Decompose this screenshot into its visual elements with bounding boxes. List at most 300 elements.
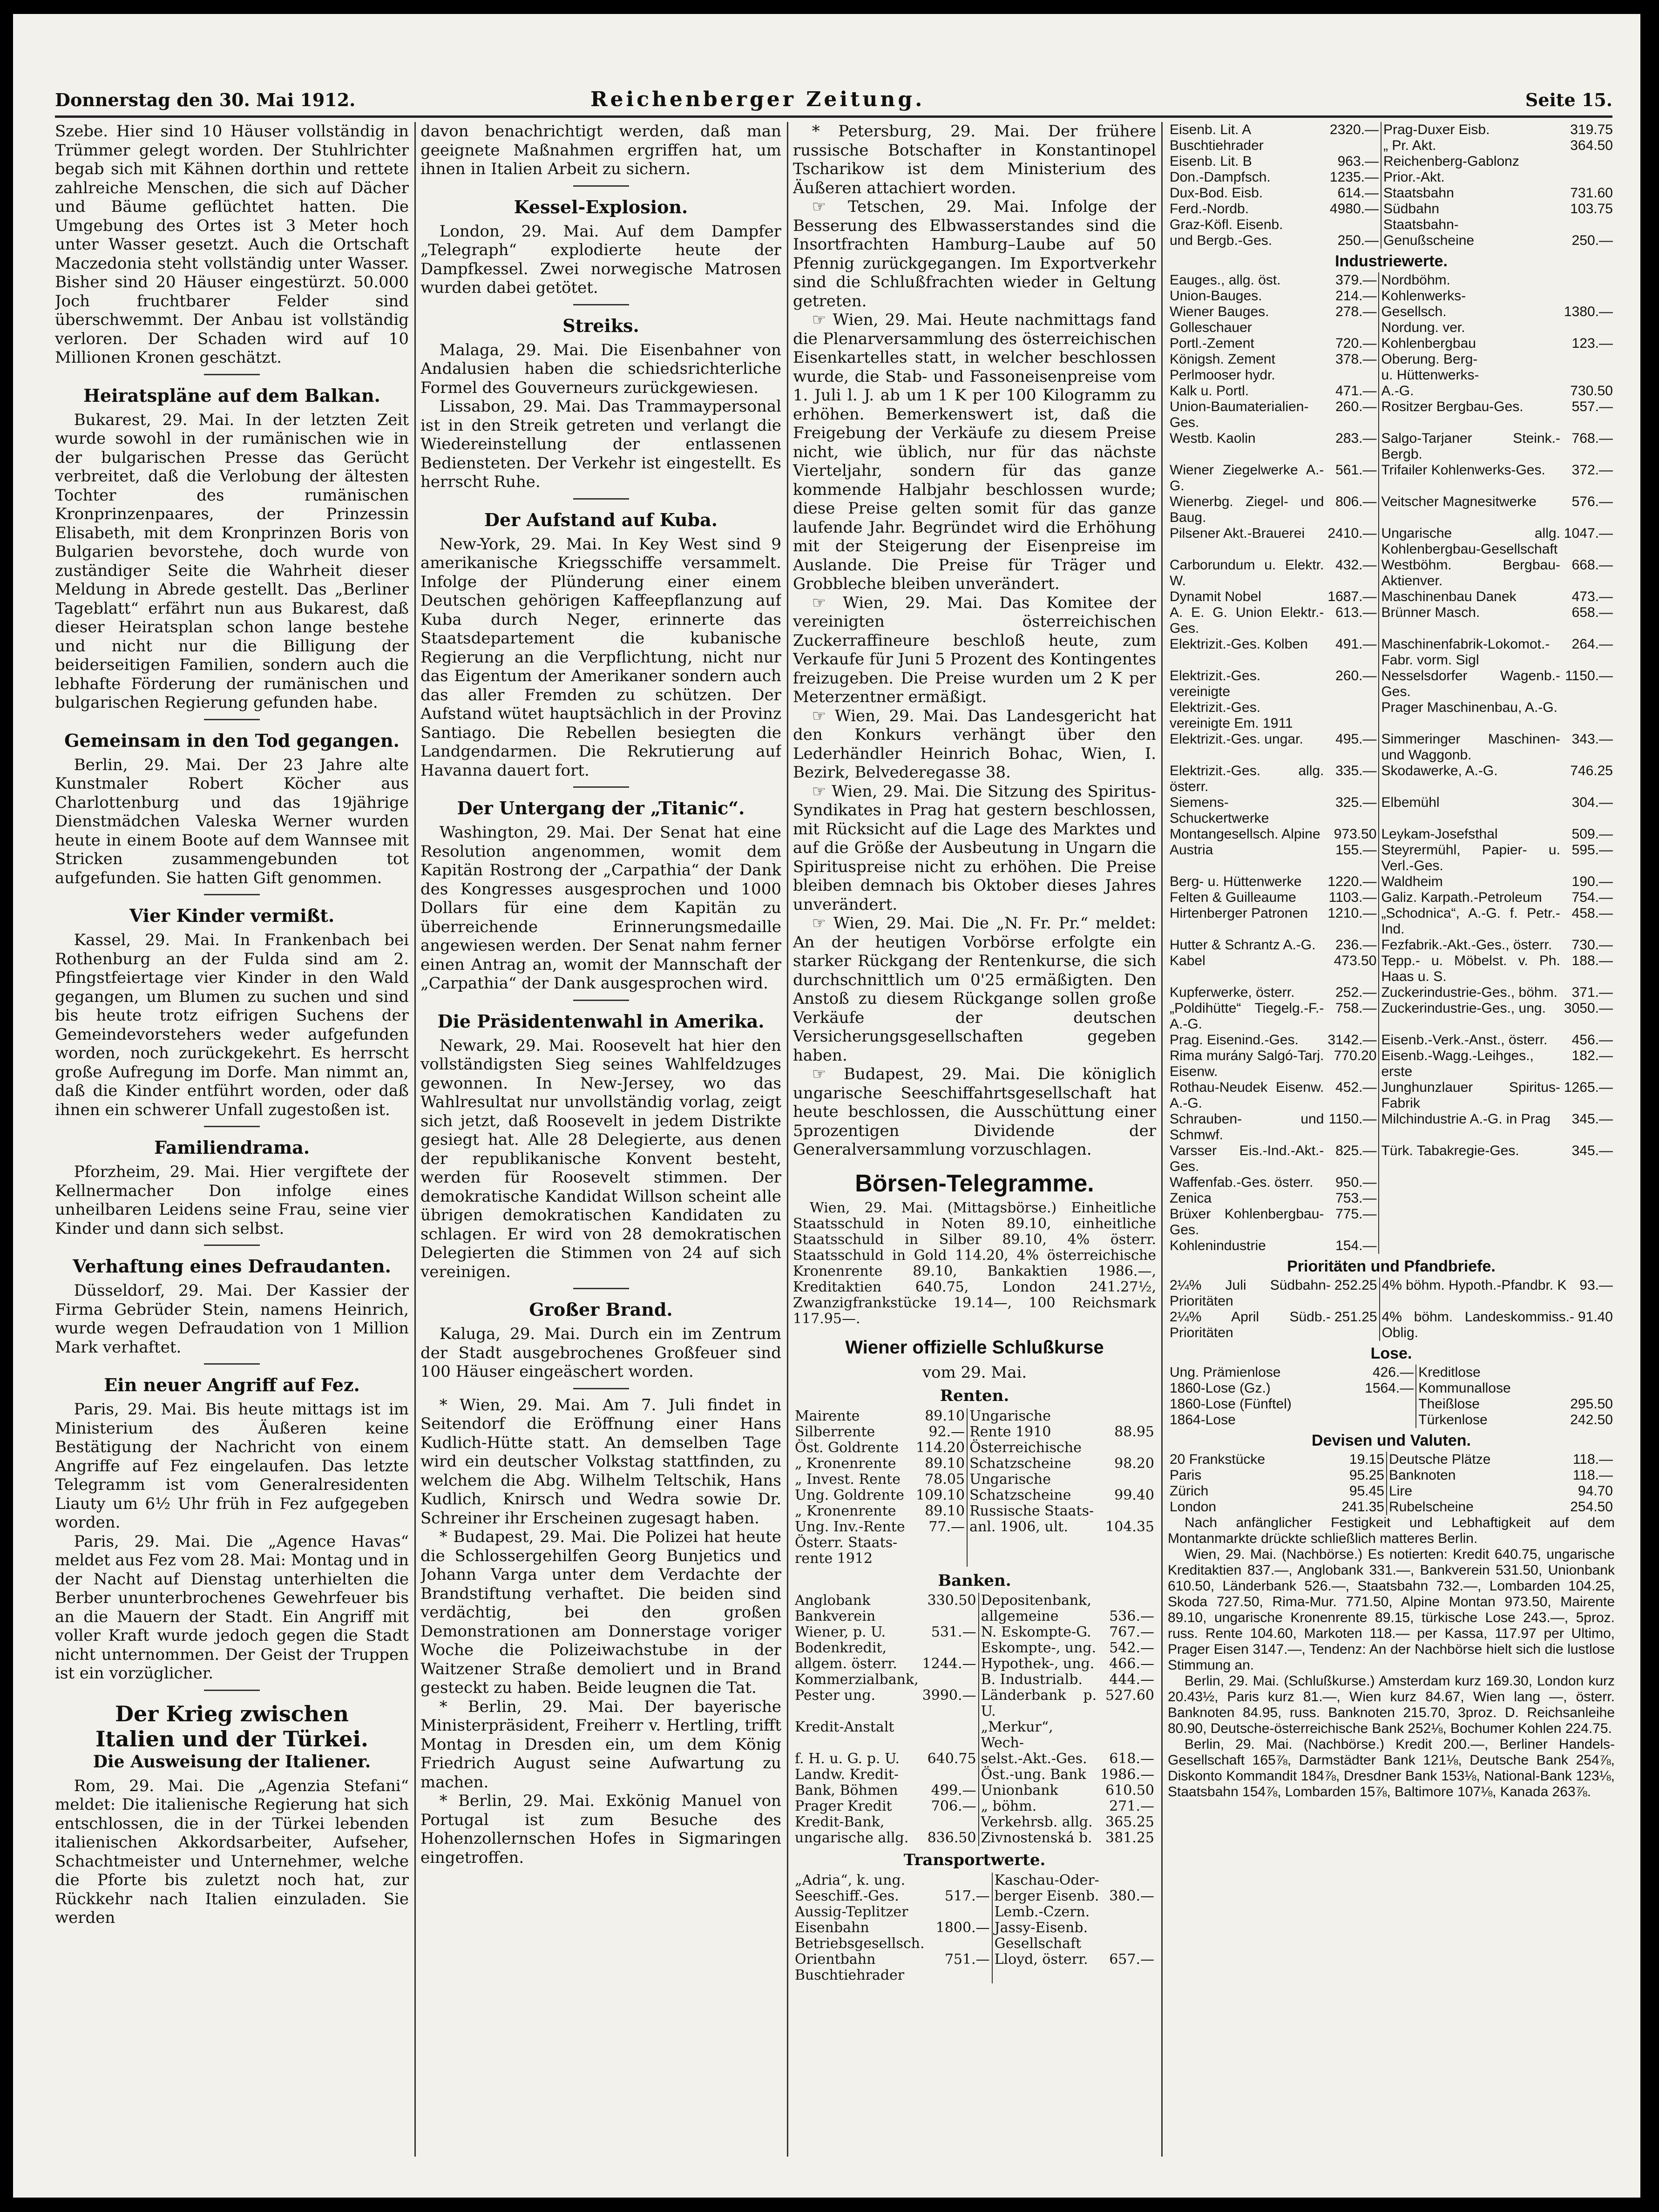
security-name: Berg- u. Hüttenwerke bbox=[1170, 874, 1302, 889]
quote-value: 576.— bbox=[1571, 494, 1613, 509]
quote-value: 1150.— bbox=[1328, 1111, 1377, 1127]
security-name: Veitscher Magnesitwerke bbox=[1379, 494, 1562, 526]
security-name: Aussig-Teplitzer bbox=[795, 1903, 908, 1920]
article-paragraph: Szebe. Hier sind 10 Häuser vollständig in Trümmer gelegt worden. Der Stuhlrichter begab sich mit Kähnen dorthin und rettete zahlreiche Menschen, die sich auf Dächer und Bäume geflüchtet hatten. Die Umgebung des Ortes ist 3 Meter hoch unter Wasser gesetzt. Auch die Ortschaft Maczedonia steht vollständig unter Wasser. Bisher sind 20 Häuser eingestürzt. 50.000 Joch fruchtbarer Felder sind überschwemmt. Der Anbau ist vollständig verloren. Der Schaden wird auf 10 Millionen Kronen geschätzt. bbox=[55, 122, 409, 367]
quote-value: 1150.— bbox=[1565, 668, 1613, 683]
security-name: Trifailer Kohlenwerks-Ges. bbox=[1379, 462, 1562, 494]
quote-value bbox=[921, 1767, 979, 1783]
security-name: Ung. Inv.-Rente bbox=[795, 1518, 905, 1535]
newspaper-page bbox=[13, 14, 1640, 2198]
quote-row bbox=[793, 1888, 1156, 1904]
quote-value: 1800.— bbox=[935, 1919, 990, 1936]
quote-value: 491.— bbox=[1335, 636, 1377, 652]
article-paragraph: davon benachrichtigt werden, daß man geeignete Maßnahmen ergriffen hat, um ihnen in Italien Arbeit zu sichern. bbox=[420, 122, 781, 178]
security-name: Hutter & Schrantz A.-G. bbox=[1170, 937, 1316, 953]
security-name: Gesellschaft bbox=[992, 1936, 1105, 1952]
article-heading: Streiks. bbox=[562, 315, 639, 336]
security-name: Prior.-Akt. bbox=[1381, 169, 1557, 185]
quote-value: 378.— bbox=[1335, 352, 1377, 367]
security-name: Wienerbg. Ziegel- und Baug. bbox=[1170, 494, 1324, 525]
quote-row bbox=[793, 1456, 1156, 1472]
quote-row bbox=[1168, 288, 1615, 304]
security-name: f. H. u. G. p. U. bbox=[795, 1751, 900, 1767]
quote-value: 371.— bbox=[1571, 985, 1613, 1000]
quote-value bbox=[921, 1814, 979, 1830]
security-name: Eisenb. Lit. A bbox=[1170, 122, 1252, 137]
quote-value: 731.60 bbox=[1570, 185, 1613, 201]
quote-value: 3142.— bbox=[1327, 1032, 1377, 1048]
article-paragraph: London, 29. Mai. Auf dem Dampfer „Telegraph“ explodierte heute der Dampfkessel. Zwei norwegische Matrosen wurden dabei getötet. bbox=[420, 222, 781, 297]
quote-row bbox=[1168, 795, 1615, 826]
security-name: Pester ung. bbox=[795, 1687, 876, 1704]
quote-value: 950.— bbox=[1335, 1175, 1377, 1190]
article-paragraph: New-York, 29. Mai. In Key West sind 9 amerikanische Kriegsschiffe versammelt. Infolge der Plünderung einer einem Deutschen gehörigen Kaffeepflanzung auf Kuba durch Neger, erinnerte das Staatsdepartement die kubanische Regierung an die Verpflichtung, nicht nur das Eigentum der Amerikaner sondern auch das aller Fremden zu schützen. Der Aufstand wütet hauptsächlich in der Provinz Santiago. Die Rebellen besiegten die Landgendarmen. Die Rekrutierung auf Havanna dauert fort. bbox=[420, 534, 781, 780]
security-name: Elektrizit.-Ges. Kolben bbox=[1170, 636, 1308, 652]
quote-value: 89.10 bbox=[925, 1502, 965, 1519]
quote-row bbox=[793, 1672, 1156, 1688]
security-name: Österreichische bbox=[967, 1440, 1101, 1456]
quote-row bbox=[1168, 605, 1615, 636]
quote-value bbox=[1557, 217, 1615, 233]
quote-value bbox=[932, 1936, 992, 1952]
quote-value bbox=[1562, 352, 1615, 367]
quote-value: 99.40 bbox=[1114, 1487, 1154, 1503]
security-name: „ Kronenrente bbox=[795, 1502, 896, 1519]
article-paragraph: * Berlin, 29. Mai. Exkönig Manuel von Portugal ist zum Besuche des Hohenzollernschen Hofes in Sigmaringen eingetroffen. bbox=[420, 1792, 781, 1867]
security-name: Oberung. Berg- bbox=[1379, 352, 1562, 367]
quote-value: 775.— bbox=[1335, 1206, 1377, 1222]
security-name: Ung. Goldrente bbox=[795, 1487, 904, 1503]
quote-value: 103.75 bbox=[1570, 201, 1613, 216]
article-paragraph: Bukarest, 29. Mai. In der letzten Zeit wurde sowohl in der rumänischen wie in der bulgarischen Presse das Gerücht verbreitet, daß die Verlobung der ältesten Tochter des rumänischen Kronprinzenpaares, der Prinzessin Elisabeth, mit dem Kronprinzen Boris von Bulgarien bevorstehe, doch wurde von zuständiger Seite die Wahrheit dieser Meldung in Abrede gestellt. Das „Berliner Tageblatt“ erfährt nun aus Bukarest, daß dieser Heiratsplan schon lange bestehe und nicht nur die Billigung der beiderseitigen Familien, sondern auch die lebhafte Förderung der rumänischen und bulgarischen Regierung gefunden habe. bbox=[55, 410, 409, 712]
quote-row bbox=[1168, 526, 1615, 557]
quote-row bbox=[1168, 1396, 1615, 1412]
article-separator bbox=[573, 304, 629, 305]
quote-value bbox=[921, 1640, 979, 1656]
schlusskurse-date: vom 29. Mai. bbox=[922, 1363, 1027, 1382]
quote-value: 517.— bbox=[944, 1887, 990, 1904]
quote-value bbox=[1314, 138, 1381, 154]
security-name: Reichenberg-Gablonz bbox=[1381, 154, 1557, 169]
security-name: Elektrizit.-Ges. vereinigte Em. 1911 bbox=[1170, 700, 1293, 731]
security-name: Lire bbox=[1387, 1483, 1545, 1499]
quote-value bbox=[1550, 1365, 1615, 1380]
security-name: Kredit-Bank, bbox=[795, 1814, 885, 1830]
security-name bbox=[1379, 1238, 1562, 1254]
quote-value: 527.60 bbox=[1105, 1687, 1154, 1704]
article-separator bbox=[573, 185, 629, 187]
security-name: Genußscheine bbox=[1381, 233, 1557, 249]
quote-value: 456.— bbox=[1571, 1032, 1613, 1048]
security-name: rente 1912 bbox=[795, 1550, 873, 1567]
column-divider bbox=[1161, 122, 1163, 2157]
security-name: ungarische allg. bbox=[795, 1830, 909, 1846]
article-separator bbox=[204, 1690, 260, 1691]
quote-value: 614.— bbox=[1337, 185, 1379, 201]
section-heading: Der Krieg zwischen bbox=[115, 1701, 349, 1726]
security-name: Simmeringer Maschinen- und Waggonb. bbox=[1379, 731, 1562, 763]
security-name: Golleschauer bbox=[1170, 320, 1252, 335]
security-name: N. Eskompte-G. bbox=[979, 1624, 1099, 1640]
security-name: u. Hüttenwerks- bbox=[1379, 367, 1562, 383]
quote-value: 466.— bbox=[1109, 1656, 1154, 1672]
article-heading: Der Untergang der „Titanic“. bbox=[457, 798, 745, 819]
security-name: Perlmooser hydr. bbox=[1170, 367, 1275, 383]
security-name: Zenica bbox=[1170, 1191, 1212, 1206]
quote-value bbox=[1105, 1873, 1156, 1888]
article-paragraph: Rom, 29. Mai. Die „Agenzia Stefani“ meldet: Die italienische Regierung hat sich entschlossen, die in der Türkei lebenden italienischen Akkordsarbeiter, Aufseher, Schachtmeister und Unternehmer, welche die Pforte bis zuletzt noch hat, zur Rückkehr nach Italien einzuladen. Sie werden bbox=[55, 1776, 409, 1927]
quote-row bbox=[793, 1783, 1156, 1799]
quote-value bbox=[1557, 154, 1615, 169]
column-4 bbox=[1168, 122, 1615, 1800]
quote-value: 242.50 bbox=[1570, 1412, 1613, 1427]
security-name bbox=[967, 1535, 1101, 1551]
security-name: Prager Maschinenbau, A.-G. bbox=[1379, 700, 1562, 731]
security-name: anl. 1906, ult. bbox=[967, 1519, 1101, 1535]
article-heading: Großer Brand. bbox=[529, 1299, 673, 1320]
quote-row bbox=[1168, 985, 1615, 1001]
newspaper-title: Reichenberger Zeitung. bbox=[590, 88, 925, 111]
security-name: Kaschau-Oder- bbox=[992, 1873, 1105, 1888]
quote-value: 458.— bbox=[1571, 906, 1613, 921]
quote-value bbox=[1314, 217, 1381, 233]
quote-value: 252.— bbox=[1335, 985, 1377, 1000]
quote-value: 155.— bbox=[1335, 842, 1377, 858]
quote-row bbox=[1168, 1080, 1615, 1111]
quote-value bbox=[932, 1873, 992, 1888]
security-name: Tepp.- u. Möbelst. v. Ph. Haas u. S. bbox=[1379, 953, 1562, 985]
security-name: Rima murány Salgó-Tarj. Eisenw. bbox=[1170, 1048, 1324, 1079]
devisen-table bbox=[1168, 1452, 1615, 1515]
security-name: Rothau-Neudek Eisenw. A.-G. bbox=[1170, 1080, 1324, 1111]
quote-value bbox=[921, 1672, 979, 1688]
article-separator bbox=[204, 1363, 260, 1365]
security-name: Ferd.-Nordb. bbox=[1170, 201, 1249, 216]
renten-table bbox=[793, 1408, 1156, 1567]
quote-row bbox=[793, 1551, 1156, 1567]
quote-value bbox=[1562, 700, 1615, 731]
quote-value bbox=[921, 1609, 979, 1624]
page-number: Seite 15. bbox=[1525, 89, 1612, 110]
security-name: Graz-Köfl. Eisenb. bbox=[1170, 217, 1283, 232]
quote-value: 730.50 bbox=[1570, 383, 1613, 399]
article-paragraph: Lissabon, 29. Mai. Das Trammaypersonal ist in den Streik getreten und verlangt die Wiedereinstellung der entlassenen Bediensteten. Der Verkehr ist eingestellt. Es herrscht Ruhe. bbox=[420, 397, 781, 491]
quote-row bbox=[793, 1472, 1156, 1488]
quote-row bbox=[1168, 1032, 1615, 1048]
quote-row bbox=[1168, 1206, 1615, 1238]
quote-row bbox=[1168, 201, 1615, 217]
security-name: Kupferwerke, österr. bbox=[1170, 985, 1295, 1000]
quote-row bbox=[793, 1688, 1156, 1719]
article-separator bbox=[204, 894, 260, 895]
security-name: Anglobank bbox=[795, 1592, 871, 1609]
security-name: B. Industrialb. bbox=[979, 1672, 1099, 1688]
quote-value: 610.50 bbox=[1105, 1782, 1154, 1799]
security-name: Elbemühl bbox=[1379, 795, 1562, 826]
security-name: Ungarische allg. Kohlenbergbau-Gesellschaft bbox=[1379, 526, 1562, 557]
quote-value: 658.— bbox=[1571, 605, 1613, 620]
quote-value: 751.— bbox=[944, 1951, 990, 1968]
quote-row bbox=[793, 1873, 1156, 1888]
article-paragraph: * Petersburg, 29. Mai. Der frühere russische Botschafter in Konstantinopel Tscharikow ist dem Ministerium des Äußeren attachiert worden. bbox=[793, 122, 1156, 197]
security-name: 2¼% Juli Südbahn-Prioritäten bbox=[1170, 1278, 1331, 1309]
quote-value: 1103.— bbox=[1328, 890, 1377, 905]
security-name: Paris bbox=[1170, 1468, 1202, 1483]
quote-value: 78.05 bbox=[925, 1471, 965, 1488]
quote-row bbox=[1168, 1412, 1615, 1428]
article-heading: Verhaftung eines Defraudanten. bbox=[73, 1256, 391, 1277]
quote-row bbox=[1168, 1468, 1615, 1483]
quote-value: 836.50 bbox=[927, 1830, 976, 1846]
quote-value bbox=[1098, 1593, 1156, 1609]
quote-row bbox=[1168, 1143, 1615, 1175]
quote-value: 963.— bbox=[1337, 154, 1379, 169]
security-name bbox=[1379, 1175, 1562, 1191]
quote-value: 365.25 bbox=[1105, 1814, 1154, 1830]
security-name: 2¼% April Südb.-Prioritäten bbox=[1170, 1309, 1331, 1340]
quote-row bbox=[793, 1767, 1156, 1783]
schlusskurse-title: Wiener offizielle Schlußkurse bbox=[845, 1337, 1104, 1358]
quote-row bbox=[1168, 154, 1615, 169]
quote-row bbox=[1168, 636, 1615, 668]
security-name: Zuckerindustrie-Ges., böhm. bbox=[1379, 985, 1562, 1001]
security-name: Ungarische bbox=[967, 1408, 1101, 1424]
security-name: und Bergb.-Ges. bbox=[1170, 233, 1273, 248]
quote-value: 260.— bbox=[1335, 668, 1377, 683]
security-name: Westböhm. Bergbau-Aktienver. bbox=[1379, 557, 1562, 589]
article-separator bbox=[204, 1126, 260, 1127]
quote-row bbox=[1168, 494, 1615, 526]
boersen-paragraph: Wien, 29. Mai. (Mittagsbörse.) Einheitliche Staatsschuld in Noten 89.10, einheitliche Staatsschuld in Silber 89.10, 4% österr. Staatsschuld in Gold 114.20, 4% österreichische Kronenrente 89.10, Bankaktien 1986.—, Kreditaktien 640.75, London 241.27½, Zwanzigfrankstücke 19.14—, 100 Reichsmark 117.95—. bbox=[793, 1199, 1156, 1327]
quote-value: 250.— bbox=[1337, 233, 1379, 248]
security-name: Deutsche Plätze bbox=[1387, 1452, 1545, 1468]
quote-value bbox=[1550, 1380, 1615, 1396]
article-heading: Die Ausweisung der Italiener. bbox=[93, 1752, 371, 1772]
security-name: Unionbank bbox=[979, 1783, 1099, 1799]
quote-value bbox=[1557, 169, 1615, 185]
security-name: „Schodnica“, A.-G. f. Petr.-Ind. bbox=[1379, 906, 1562, 937]
quote-value: 1687.— bbox=[1327, 589, 1377, 604]
quote-value: 98.20 bbox=[1114, 1455, 1154, 1472]
security-name: Buschtiehrader bbox=[795, 1967, 905, 1983]
quote-value bbox=[1326, 320, 1379, 336]
market-paragraph: Wien, 29. Mai. (Nachbörse.) Es notierten: Kredit 640.75, ungarische Kreditaktien 837.—, Anglobank 331.—, Bankverein 531.50, Unionbank 610.50, Länderbank 526.—, Staatsbahn 732.—, Lombarden 104.25, Skoda 727.50, Rima-Mur. 771.50, Alpine Montan 973.50, Mairente 89.10, ungarische Kronenrente 89.15, türkische Lose 243.—, 5proz. russ. Rente 104.60, Markoten 118.— per Kassa, 117.97 per Ultimo, Prager Eisen 3147.—, Tendenz: An der Nachbörse hielt sich die lustlose Stimmung an. bbox=[1168, 1547, 1615, 1673]
security-name: „Merkur“, Wech- bbox=[979, 1719, 1099, 1751]
quote-row bbox=[793, 1904, 1156, 1920]
security-name: Kohlenbergbau bbox=[1379, 336, 1562, 352]
security-name: Öst.-ung. Bank bbox=[979, 1767, 1099, 1783]
quote-value bbox=[1098, 1719, 1156, 1751]
security-name: Kommunallose bbox=[1416, 1380, 1550, 1396]
security-name: Eisenb.-Verk.-Anst., österr. bbox=[1379, 1032, 1562, 1048]
quote-value: 754.— bbox=[1571, 890, 1613, 905]
article-heading: Vier Kinder vermißt. bbox=[129, 905, 335, 926]
security-name: Jassy-Eisenb. bbox=[992, 1920, 1105, 1936]
quote-value: 214.— bbox=[1335, 288, 1377, 304]
security-name: Banknoten bbox=[1387, 1468, 1545, 1483]
quote-row bbox=[793, 1624, 1156, 1640]
quote-row bbox=[1168, 826, 1615, 842]
quote-value: 250.— bbox=[1571, 233, 1613, 248]
security-name: Pilsener Akt.-Brauerei bbox=[1170, 526, 1305, 541]
article-separator bbox=[573, 786, 629, 788]
article-heading: Der Aufstand auf Kuba. bbox=[484, 509, 718, 530]
quote-value: 618.— bbox=[1109, 1751, 1154, 1767]
security-name: Zuckerindustrie-Ges., ung. bbox=[1379, 1001, 1562, 1032]
transport-table bbox=[793, 1873, 1156, 1983]
security-name: Wiener Bauges. bbox=[1170, 304, 1269, 319]
quote-value: 730.— bbox=[1571, 937, 1613, 953]
header-date: Donnerstag den 30. Mai 1912. bbox=[55, 89, 356, 110]
quote-value: 114.20 bbox=[916, 1439, 965, 1456]
quote-value bbox=[921, 1719, 979, 1751]
security-name: Elektrizit.-Ges. allg. österr. bbox=[1170, 763, 1324, 794]
quote-row bbox=[1168, 122, 1615, 138]
article-paragraph: Paris, 29. Mai. Die „Agence Havas“ meldet aus Fez vom 28. Mai: Montag und in der Nacht auf Dienstag unterhielten die Berber ununterbrochenes Gewehrfeuer bis an die Mauern der Stadt. Ein Angriff mit voller Kraft wurde jedoch gegen die Stadt nicht unternommen. Der Geist der Truppen ist ein vorzüglicher. bbox=[55, 1532, 409, 1683]
article-paragraph: Paris, 29. Mai. Bis heute mittags ist im Ministerium des Äußeren keine Bestätigung der Nachricht von einem Angriffe auf Fez eingelaufen. Das letzte Telegramm ist vom Generalresidenten Liauty um 6½ Uhr früh in Fez aufgegeben worden. bbox=[55, 1400, 409, 1532]
industrie-table bbox=[1168, 272, 1615, 1254]
security-name: Elektrizit.-Ges. ungar. bbox=[1170, 731, 1303, 747]
quote-value: 1220.— bbox=[1327, 874, 1377, 889]
quote-row bbox=[1168, 304, 1615, 320]
security-name: Rente 1910 bbox=[967, 1424, 1101, 1440]
quote-value: 2410.— bbox=[1327, 526, 1377, 541]
security-name: selst.-Akt.-Ges. bbox=[979, 1751, 1099, 1767]
quote-row bbox=[1168, 1380, 1615, 1396]
article-heading: Kessel-Explosion. bbox=[514, 196, 688, 217]
quote-value: 335.— bbox=[1335, 763, 1377, 778]
security-name: Maschinenfabrik-Lokomot.-Fabr. vorm. Sigl bbox=[1379, 636, 1562, 668]
article-paragraph: ☞ Wien, 29. Mai. Die „N. Fr. Pr.“ meldet: An der heutigen Vorbörse erfolgte ein starker Rückgang der Rentenkurse, die sich durchschnittlich um 0'25 ermäßigten. Den Anstoß zu diesem Rückgange sollen große Verkäufe der deutschen Versicherungsgesellschaften gegeben haben. bbox=[793, 914, 1156, 1065]
security-name: Skodawerke, A.-G. bbox=[1379, 763, 1562, 795]
quote-value: 557.— bbox=[1571, 399, 1613, 414]
article-heading: Ein neuer Angriff auf Fez. bbox=[104, 1374, 360, 1395]
quote-row bbox=[1168, 272, 1615, 288]
security-name: Kohlenindustrie bbox=[1170, 1238, 1266, 1253]
quote-value: 260.— bbox=[1335, 399, 1377, 414]
quote-row bbox=[1168, 1238, 1615, 1254]
quote-value bbox=[1562, 288, 1615, 304]
quote-value: 668.— bbox=[1571, 557, 1613, 573]
security-name: Lloyd, österr. bbox=[992, 1952, 1105, 1968]
table-heading-banken: Banken. bbox=[938, 1571, 1011, 1590]
market-paragraph: Berlin, 29. Mai. (Nachbörse.) Kredit 200.—, Berliner Handels-Gesellschaft 165⅞, Darmstädter Bank 121⅛, Deutsche Bank 254⅞, Diskonto Kommandit 184⅞, Dresdner Bank 153⅛, National-Bank 123⅛, Staatsbahn 154⅞, Lombarden 15⅞, Baltimore 107⅛, Kanada 263⅞. bbox=[1168, 1737, 1615, 1799]
article-paragraph: ☞ Tetschen, 29. Mai. Infolge der Besserung des Elbwasserstandes sind die Insortfrachten Hamburg–Laube auf 50 Pfennig zurückgegangen. Im Exportverkehr sind die Schlußfrachten wieder in Geltung getreten. bbox=[793, 197, 1156, 311]
table-heading-lose: Lose. bbox=[1370, 1345, 1412, 1362]
quote-row bbox=[1168, 700, 1615, 731]
quote-row bbox=[1168, 336, 1615, 352]
quote-value: 264.— bbox=[1571, 636, 1613, 652]
quote-value: 770.20 bbox=[1334, 1048, 1377, 1063]
quote-value bbox=[1562, 272, 1615, 288]
security-name: Kabel bbox=[1170, 953, 1205, 968]
quote-row bbox=[793, 1814, 1156, 1830]
quote-row bbox=[1168, 1452, 1615, 1468]
quote-value: 92.— bbox=[928, 1423, 965, 1440]
quote-row bbox=[1168, 233, 1615, 249]
quote-row bbox=[1168, 1309, 1615, 1341]
quote-value: 330.50 bbox=[927, 1592, 976, 1609]
quote-value: 254.50 bbox=[1570, 1499, 1613, 1515]
security-name: Schatzscheine bbox=[967, 1456, 1101, 1472]
quote-value: 444.— bbox=[1109, 1671, 1154, 1688]
quote-row bbox=[793, 1609, 1156, 1624]
security-name: Kohlenwerks- bbox=[1379, 288, 1562, 304]
security-name: Rositzer Bergbau-Ges. bbox=[1379, 399, 1562, 431]
quote-row bbox=[1168, 763, 1615, 795]
quote-row bbox=[1168, 1175, 1615, 1191]
quote-row bbox=[1168, 367, 1615, 383]
security-name: Depositenbank, bbox=[979, 1593, 1099, 1609]
security-name: A. E. G. Union Elektr.-Ges. bbox=[1170, 605, 1324, 636]
security-name: Zivnostenská b. bbox=[979, 1830, 1099, 1846]
security-name: allgemeine bbox=[979, 1609, 1099, 1624]
quote-row bbox=[793, 1503, 1156, 1519]
quote-row bbox=[1168, 1483, 1615, 1499]
quote-row bbox=[1168, 352, 1615, 367]
security-name: Waffenfab.-Ges. österr. bbox=[1170, 1175, 1314, 1190]
quote-value: 746.25 bbox=[1570, 763, 1613, 778]
column-1 bbox=[55, 122, 409, 1928]
quote-value: 236.— bbox=[1335, 937, 1377, 953]
security-name: Lemb.-Czern. bbox=[992, 1904, 1105, 1920]
security-name: Union-Bauges. bbox=[1170, 288, 1262, 304]
quote-value: 251.25 bbox=[1334, 1309, 1377, 1325]
security-name: Portl.-Zement bbox=[1170, 336, 1254, 351]
security-name: Landw. Kredit- bbox=[795, 1766, 899, 1783]
quote-row bbox=[1168, 217, 1615, 233]
quote-value: 509.— bbox=[1571, 826, 1613, 842]
article-paragraph: ☞ Wien, 29. Mai. Die Sitzung des Spiritus-Syndikates in Prag hat gestern beschlossen, mit Rücksicht auf die Lage des Marktes und auf die Größe der Ausbeutung in Ungarn die Spirituspreise nicht zu erhöhen. Die Preise bleiben demnach bis Oktober dieses Jahres unverändert. bbox=[793, 782, 1156, 914]
security-name: 4% böhm. Landeskommiss.-Oblig. bbox=[1380, 1309, 1576, 1341]
quote-value: 657.— bbox=[1109, 1951, 1154, 1968]
security-name: Wiener Ziegelwerke A.-G. bbox=[1170, 462, 1324, 494]
article-paragraph: ☞ Wien, 29. Mai. Heute nachmittags fand die Plenarversammlung des österreichischen Eisenkartelles statt, in welcher beschlossen wurde, die Stab- und Fassoneisenpreise vom 1. Juli l. J. ab um 1 K per 100 Kilogramm zu erhöhen. Bemerkenswert ist, daß die Freigebung der Verkäufe zu diesem Preise nicht, wie üblich, nur für das nächste Vierteljahr, sondern für das ganze kommende Halbjahr beschlossen wurde; diese Preise gelten somit für das ganze laufende Jahr. Begründet wird die Erhöhung mit der Steigerung der Eisenpreise im Auslande. Die Preise für Träger und Grobbleche bleiben unverändert. bbox=[793, 311, 1156, 593]
security-name: A.-G. bbox=[1379, 383, 1562, 399]
quote-value bbox=[932, 1968, 992, 1983]
quote-value bbox=[1562, 1238, 1615, 1254]
quote-value: 118.— bbox=[1572, 1452, 1613, 1467]
quote-value bbox=[912, 1535, 967, 1551]
quote-value: 473.50 bbox=[1334, 953, 1377, 968]
table-heading-prioritaeten: Prioritäten und Pfandbriefe. bbox=[1287, 1258, 1496, 1275]
quote-value bbox=[1105, 1968, 1156, 1983]
security-name: Junghunzlauer Spiritus-Fabrik bbox=[1379, 1080, 1562, 1111]
quote-value: 190.— bbox=[1571, 874, 1613, 889]
page-header bbox=[55, 84, 1612, 116]
quote-value: 95.25 bbox=[1349, 1468, 1384, 1483]
security-name: Bankverein bbox=[795, 1608, 876, 1624]
quote-value: 295.50 bbox=[1570, 1396, 1613, 1412]
quote-value: 1564.— bbox=[1365, 1380, 1414, 1396]
column-divider bbox=[787, 122, 788, 2157]
security-name bbox=[1379, 1191, 1562, 1206]
quote-value bbox=[1101, 1440, 1156, 1456]
security-name: Ung. Prämienlose bbox=[1170, 1365, 1281, 1380]
quote-value: 753.— bbox=[1335, 1191, 1377, 1206]
quote-value: 432.— bbox=[1335, 557, 1377, 573]
security-name: Bank, Böhmen bbox=[795, 1782, 898, 1799]
article-heading: Gemeinsam in den Tod gegangen. bbox=[64, 730, 400, 751]
quote-value: 3050.— bbox=[1564, 1001, 1613, 1016]
quote-value: 118.— bbox=[1572, 1468, 1613, 1483]
quote-value: 471.— bbox=[1335, 383, 1377, 399]
quote-row bbox=[793, 1936, 1156, 1952]
quote-row bbox=[1168, 557, 1615, 589]
quote-row bbox=[793, 1830, 1156, 1846]
quote-value: 89.10 bbox=[925, 1407, 965, 1424]
security-name: Silberrente bbox=[795, 1423, 875, 1440]
